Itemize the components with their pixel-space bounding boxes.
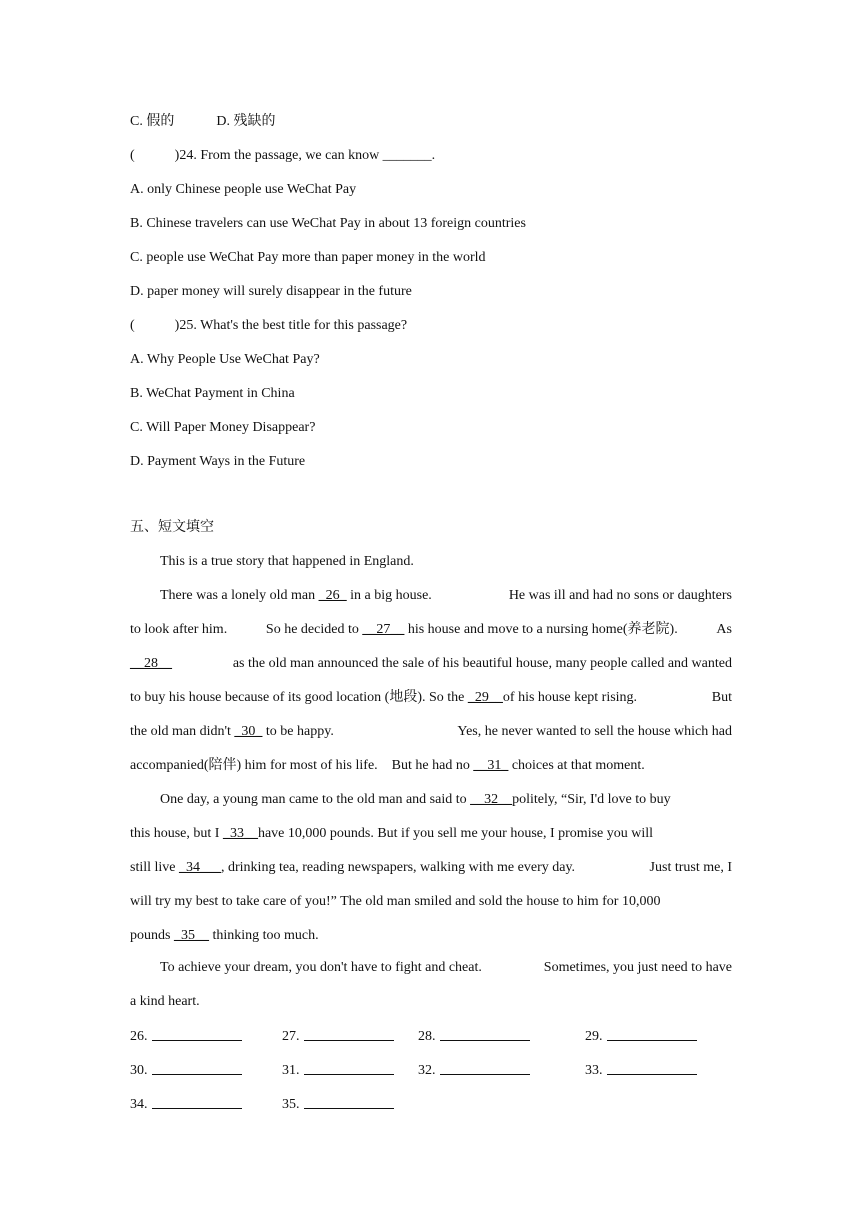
section-title: 五、短文填空 xyxy=(130,520,214,535)
paragraph-3: To achieve your dream, you don't have to fight and cheat. Sometimes, you just need to have a kind heart. xyxy=(130,960,732,1009)
blank-28[interactable]: __28__ xyxy=(130,656,172,671)
answer-28[interactable]: 28. xyxy=(418,1026,530,1047)
paragraph-1: There was a lonely old man _26_ in a big house. He was ill and had no sons or daughters to look after him. So he decided to __27__ his house and move to a nursing home(养老院). As __28__ as the old man announced the sale of his beautiful house, many people called and wanted to buy his house because of its good location (地段). So the _29__of his house kept rising. But the old man didn't _30_ to be happy. Yes, he never wanted to sell the house which had accompanied(陪伴) him for most of his life. But he had no __31_ choices at that moment. xyxy=(130,586,732,790)
answer-26[interactable]: 26. xyxy=(130,1026,242,1047)
blank-31[interactable]: __31_ xyxy=(473,758,509,773)
blank-35[interactable]: _35__ xyxy=(173,928,209,943)
blank-30[interactable]: _30_ xyxy=(234,724,263,739)
q25-option-d: D. Payment Ways in the Future xyxy=(130,454,306,469)
blank-29[interactable]: _29__ xyxy=(467,690,503,705)
answer-35[interactable]: 35. xyxy=(282,1094,394,1115)
answer-29[interactable]: 29. xyxy=(585,1026,697,1047)
answer-30[interactable]: 30. xyxy=(130,1060,242,1081)
option-c: C. 假的 xyxy=(130,114,175,129)
question-24: ( )24. From the passage, we can know _______. xyxy=(130,148,436,163)
option-line-cd xyxy=(130,112,275,132)
blank-32[interactable]: __32__ xyxy=(470,792,513,807)
q25-option-c: C. Will Paper Money Disappear? xyxy=(130,420,316,435)
q25-option-b: B. WeChat Payment in China xyxy=(130,386,295,401)
q25-option-a: A. Why People Use WeChat Pay? xyxy=(130,352,320,367)
q24-option-c: C. people use WeChat Pay more than paper money in the world xyxy=(130,250,486,265)
blank-33[interactable]: _33__ xyxy=(222,826,258,841)
answer-31[interactable]: 31. xyxy=(282,1060,394,1081)
story-intro: This is a true story that happened in England. xyxy=(160,554,414,569)
question-25: ( )25. What's the best title for this passage? xyxy=(130,318,408,333)
blank-34[interactable]: _34___ xyxy=(179,860,221,875)
q24-option-a: A. only Chinese people use WeChat Pay xyxy=(130,182,357,197)
paragraph-2: One day, a young man came to the old man and said to __32__politely, “Sir, I'd love to buy this house, but I _33__have 10,000 pounds. But if you sell me your house, I promise you will still live _34___, drinking tea, reading newspapers, walking with me every day. Just trust me, I will try my best to take care of you!” The old man smiled and sold the house to him for 10,000 pounds _35__ thinking too much. xyxy=(130,790,732,960)
answer-32[interactable]: 32. xyxy=(418,1060,530,1081)
q24-option-b: B. Chinese travelers can use WeChat Pay in about 13 foreign countries xyxy=(130,216,526,231)
answer-27[interactable]: 27. xyxy=(282,1026,394,1047)
q24-option-d: D. paper money will surely disappear in the future xyxy=(130,284,412,299)
answer-33[interactable]: 33. xyxy=(585,1060,697,1081)
blank-26[interactable]: _26_ xyxy=(318,588,347,603)
answer-34[interactable]: 34. xyxy=(130,1094,242,1115)
option-d: D. 残缺的 xyxy=(216,114,276,129)
blank-27[interactable]: __27__ xyxy=(362,622,405,637)
